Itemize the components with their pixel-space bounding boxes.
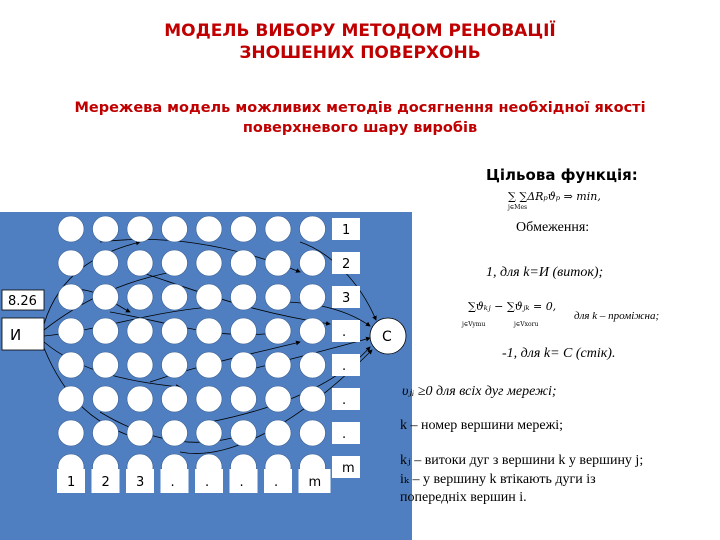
grid-node bbox=[127, 420, 153, 446]
grid-node bbox=[231, 216, 257, 242]
grid-node bbox=[196, 250, 222, 276]
objective-formula-sub: j∈Mes bbox=[508, 204, 528, 211]
objective-formula: ∑ ∑ΔRₚϑₚ ⇒ min, bbox=[508, 190, 601, 203]
constraint-intermediate: для k – проміжна; bbox=[574, 310, 660, 322]
grid-node bbox=[93, 284, 119, 310]
network-diagram bbox=[0, 212, 412, 540]
source-value: 8.26 bbox=[8, 294, 37, 309]
row-label: . bbox=[342, 359, 347, 374]
constraint-source: 1, для k=И (виток); bbox=[486, 265, 604, 280]
grid-node bbox=[196, 216, 222, 242]
grid-node bbox=[196, 352, 222, 378]
constraint-sink: -1, для k= С (стік). bbox=[502, 346, 616, 361]
grid-node bbox=[93, 420, 119, 446]
col-label: . bbox=[170, 475, 175, 490]
col-label: . bbox=[274, 475, 279, 490]
grid-node bbox=[58, 420, 84, 446]
grid-node bbox=[93, 250, 119, 276]
definition-ik-cont: попередніх вершин i. bbox=[400, 490, 527, 505]
grid-node bbox=[300, 216, 326, 242]
grid-node bbox=[162, 284, 188, 310]
grid-node bbox=[265, 216, 291, 242]
grid-node bbox=[265, 284, 291, 310]
row-label: . bbox=[342, 325, 347, 340]
grid-node bbox=[93, 318, 119, 344]
grid-node bbox=[300, 386, 326, 412]
grid-node bbox=[127, 318, 153, 344]
sink-node-label: С bbox=[382, 329, 392, 345]
grid-node bbox=[58, 250, 84, 276]
constraint-nonnegative: υⱼᵢ ≥0 для всіх дуг мережі; bbox=[402, 384, 557, 399]
col-label: . bbox=[239, 475, 244, 490]
subtitle-line-2: поверхневого шару виробів bbox=[242, 120, 478, 136]
title-line-1: МОДЕЛЬ ВИБОРУ МЕТОДОМ РЕНОВАЦІЇ bbox=[164, 21, 556, 41]
grid-node bbox=[196, 284, 222, 310]
row-label: 1 bbox=[342, 223, 351, 238]
grid-node bbox=[58, 216, 84, 242]
grid-node bbox=[265, 386, 291, 412]
grid-node bbox=[162, 352, 188, 378]
grid-node bbox=[300, 352, 326, 378]
grid-node bbox=[162, 420, 188, 446]
grid-node bbox=[127, 250, 153, 276]
col-label: 3 bbox=[136, 475, 145, 490]
grid-node bbox=[265, 250, 291, 276]
constraint-flow-sub-left: j∈Vymu bbox=[462, 321, 486, 328]
grid-node bbox=[300, 250, 326, 276]
row-label: m bbox=[342, 461, 355, 476]
title-line-2: ЗНОШЕНИХ ПОВЕРХОНЬ bbox=[239, 43, 481, 63]
source-node-label: И bbox=[10, 326, 22, 344]
grid-node bbox=[196, 386, 222, 412]
grid-node bbox=[93, 386, 119, 412]
grid-node bbox=[196, 318, 222, 344]
grid-node bbox=[127, 216, 153, 242]
grid-node bbox=[231, 420, 257, 446]
definition-ik: iₖ – у вершину k втікають дуги із bbox=[400, 472, 596, 487]
grid-node bbox=[265, 352, 291, 378]
grid-node bbox=[58, 352, 84, 378]
grid-node bbox=[265, 420, 291, 446]
col-label: . bbox=[205, 475, 210, 490]
grid-node bbox=[265, 318, 291, 344]
grid-node bbox=[300, 284, 326, 310]
col-label: m bbox=[308, 475, 322, 490]
row-label: . bbox=[342, 427, 347, 442]
source-node-box bbox=[2, 318, 44, 350]
objective-label: Цільова функція: bbox=[486, 166, 638, 184]
grid-node bbox=[231, 318, 257, 344]
grid-node bbox=[300, 420, 326, 446]
col-label: 2 bbox=[101, 475, 110, 490]
definition-k: k – номер вершини мережі; bbox=[400, 418, 564, 433]
col-label: 1 bbox=[67, 475, 76, 490]
row-label: 3 bbox=[342, 291, 351, 306]
grid-node bbox=[300, 318, 326, 344]
grid-node bbox=[127, 352, 153, 378]
constraints-label: Обмеження: bbox=[516, 220, 590, 235]
page-subtitle bbox=[30, 98, 690, 138]
grid-node bbox=[196, 420, 222, 446]
grid-node bbox=[93, 216, 119, 242]
grid-node bbox=[231, 386, 257, 412]
grid-node bbox=[162, 318, 188, 344]
grid-node bbox=[93, 352, 119, 378]
grid-node bbox=[58, 318, 84, 344]
grid-node bbox=[162, 250, 188, 276]
grid-node bbox=[231, 352, 257, 378]
grid-node bbox=[127, 386, 153, 412]
grid-node bbox=[162, 386, 188, 412]
grid-node bbox=[127, 284, 153, 310]
grid-node bbox=[231, 250, 257, 276]
grid-node bbox=[58, 386, 84, 412]
definition-kj: kⱼ – витоки дуг з вершини k у вершину j; bbox=[400, 453, 644, 468]
row-label: 2 bbox=[342, 257, 351, 272]
constraint-flow-formula: ∑ϑₖⱼ − ∑ϑⱼₖ = 0, bbox=[468, 300, 557, 313]
constraint-flow-sub-right: j∈Vxoru bbox=[514, 321, 539, 328]
grid-node bbox=[231, 284, 257, 310]
grid-node bbox=[162, 216, 188, 242]
page-title bbox=[0, 20, 720, 64]
row-label: . bbox=[342, 393, 347, 408]
subtitle-line-1: Мережева модель можливих методів досягнення необхідної якості bbox=[74, 100, 646, 116]
grid-node bbox=[58, 284, 84, 310]
